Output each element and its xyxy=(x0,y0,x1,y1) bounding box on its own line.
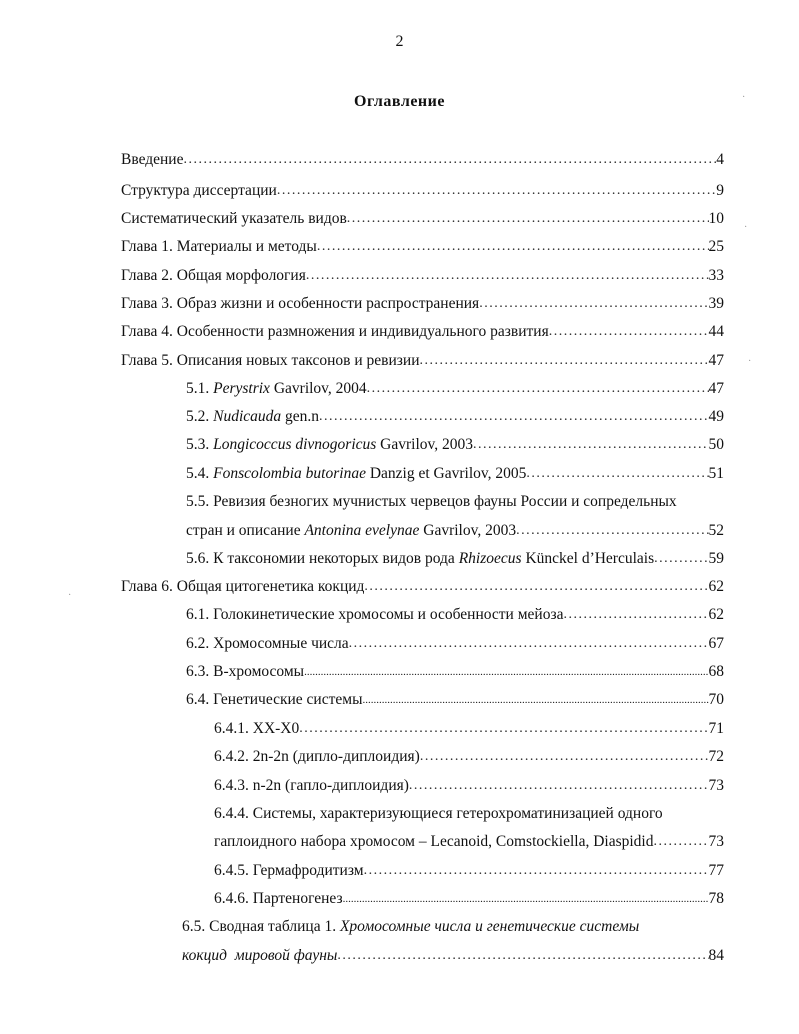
dot-leader xyxy=(473,434,708,456)
dot-leader xyxy=(653,831,708,853)
toc-entry-label: 6.3. В-хромосомы xyxy=(186,663,305,680)
dot-leader xyxy=(367,378,709,400)
toc-entry-page: 25 xyxy=(708,238,724,255)
toc-entry-page: 67 xyxy=(708,635,724,652)
taxon-author: Gavrilov, 2003 xyxy=(419,522,517,539)
toc-entry-6-4-4-line1[interactable]: 6.4.4. Системы, характеризующиеся гетерохроматинизацией одного xyxy=(214,805,663,822)
taxon-author: Danzig et Gavrilov, 2005 xyxy=(365,465,527,482)
toc-entry-6-4-2[interactable] xyxy=(214,746,724,768)
toc-entry-page: 51 xyxy=(708,465,724,482)
toc-entry-6-2[interactable] xyxy=(186,633,724,655)
toc-entry-6-5-line1[interactable] xyxy=(182,916,639,938)
toc-entry-6-1[interactable] xyxy=(186,604,724,626)
toc-entry-page: 77 xyxy=(708,862,724,879)
toc-entry-label: 6.4.5. Гермафродитизм xyxy=(214,862,364,879)
toc-entry-page: 4 xyxy=(716,151,724,168)
taxon-name: Nudicauda xyxy=(213,408,282,425)
toc-entry-page: 44 xyxy=(708,323,724,340)
toc-entry-label: Глава 6. Общая цитогенетика кокцид xyxy=(121,578,365,595)
scan-speck: · xyxy=(742,92,746,103)
toc-entry-page: 47 xyxy=(708,380,724,397)
dot-leader xyxy=(183,149,716,171)
dot-leader xyxy=(343,888,709,910)
label-text: 5.6. К таксономии некоторых видов рода xyxy=(186,550,459,567)
toc-entry-page: 9 xyxy=(716,182,724,199)
toc-entry-label: 6.4.6. Партеногенез xyxy=(214,890,343,907)
dot-leader xyxy=(306,265,709,287)
toc-entry-structure[interactable] xyxy=(121,180,724,202)
section-number: 5.4. xyxy=(186,465,214,482)
toc-entry-page: 47 xyxy=(708,352,724,369)
taxon-author: Künckel d’Herculais xyxy=(521,550,655,567)
toc-entry-6-4[interactable] xyxy=(186,689,724,711)
toc-entry-page: 33 xyxy=(708,267,724,284)
toc-entry-page: 50 xyxy=(708,436,724,453)
taxon-name: Antonina evelynae xyxy=(304,522,420,539)
toc-entry-label: 6.4. Генетические системы xyxy=(186,691,363,708)
toc-entry-6-4-4[interactable] xyxy=(214,831,724,853)
toc-entry-page: 62 xyxy=(708,578,724,595)
label-text: стран и описание xyxy=(186,522,305,539)
dot-leader xyxy=(516,520,708,542)
taxon-author: gen.n xyxy=(281,408,320,425)
table-title: кокцид мировой фауны xyxy=(182,947,338,964)
toc-entry-6-4-3[interactable] xyxy=(214,775,724,797)
toc-entry-5-4[interactable] xyxy=(186,463,724,485)
toc-entry-5-1[interactable] xyxy=(186,378,724,400)
dot-leader xyxy=(526,463,708,485)
toc-entry-page: 78 xyxy=(708,890,724,907)
toc-entry-5-2[interactable] xyxy=(186,406,724,428)
taxon-author: Gavrilov, 2004 xyxy=(269,380,367,397)
toc-entry-page: 73 xyxy=(708,777,724,794)
toc-entry-page: 10 xyxy=(708,210,724,227)
toc-entry-label xyxy=(186,520,516,542)
dot-leader xyxy=(364,576,708,598)
toc-entry-6-3[interactable] xyxy=(186,661,724,683)
toc-entry-6-4-5[interactable] xyxy=(214,860,724,882)
dot-leader xyxy=(563,604,708,626)
toc-entry-label: 6.4.3. n-2n (гапло-диплоидия) xyxy=(214,777,409,794)
dot-leader xyxy=(337,945,708,967)
toc-entry-chapter-4[interactable] xyxy=(121,321,724,343)
toc-entry-label: Глава 3. Образ жизни и особенности распространения xyxy=(121,295,480,312)
toc-entry-page: 62 xyxy=(708,606,724,623)
toc-entry-5-5[interactable] xyxy=(186,520,724,542)
dot-leader xyxy=(277,180,716,202)
dot-leader xyxy=(317,236,709,258)
scan-speck: · xyxy=(68,590,72,601)
toc-entry-label: Глава 5. Описания новых таксонов и ревизии xyxy=(121,352,420,369)
toc-entry-label: Структура диссертации xyxy=(121,182,277,199)
toc-entry-page: 49 xyxy=(708,408,724,425)
dot-leader xyxy=(420,350,709,372)
toc-entry-intro[interactable] xyxy=(121,149,724,171)
dot-leader xyxy=(409,775,709,797)
toc-entry-label xyxy=(186,463,526,485)
dot-leader xyxy=(420,746,709,768)
toc-entry-page: 84 xyxy=(708,947,724,964)
dot-leader xyxy=(364,860,709,882)
taxon-name: Fonscolombia butorinae xyxy=(213,465,366,482)
dot-leader xyxy=(319,406,708,428)
toc-entry-label: Глава 2. Общая морфология xyxy=(121,267,306,284)
scan-speck: · xyxy=(744,222,748,233)
toc-entry-label xyxy=(186,406,319,428)
toc-entry-label: 6.4.1. XX-X0 xyxy=(214,720,300,737)
toc-entry-label xyxy=(186,548,654,570)
toc-entry-5-6[interactable] xyxy=(186,548,724,570)
taxon-name: Longicoccus divnogoricus xyxy=(213,436,377,453)
dot-leader xyxy=(479,293,708,315)
section-number: 5.1. xyxy=(186,380,214,397)
table-title: Хромосомные числа и генетические системы xyxy=(339,918,640,935)
toc-entry-species-index[interactable] xyxy=(121,208,724,230)
toc-entry-label xyxy=(186,378,367,400)
section-number: 5.2. xyxy=(186,408,214,425)
toc-entry-page: 59 xyxy=(708,550,724,567)
toc-entry-label: Введение xyxy=(121,151,184,168)
taxon-name: Perystrix xyxy=(213,380,270,397)
toc-entry-page: 70 xyxy=(708,691,724,708)
dot-leader xyxy=(347,208,709,230)
toc-entry-label: 6.1. Голокинетические хромосомы и особенности мейоза xyxy=(186,606,564,623)
dot-leader xyxy=(304,661,708,683)
toc-entry-label: Систематический указатель видов xyxy=(121,210,347,227)
toc-entry-label xyxy=(182,945,337,967)
dot-leader xyxy=(654,548,708,570)
taxon-author: Gavrilov, 2003 xyxy=(376,436,474,453)
toc-entry-page: 52 xyxy=(708,522,724,539)
dot-leader xyxy=(362,689,708,711)
page-number: 2 xyxy=(395,33,404,50)
label-text: 6.5. Сводная таблица 1. xyxy=(182,918,340,935)
toc-entry-page: 39 xyxy=(708,295,724,312)
toc-entry-label: гаплоидного набора хромосом – Lecanoid, Comstockiella, Diaspidid xyxy=(214,833,654,850)
toc-entry-label xyxy=(186,434,473,456)
toc-entry-5-5-line1[interactable]: 5.5. Ревизия безногих мучнистых червецов фауны России и сопредельных xyxy=(186,493,677,510)
page-title: Оглавление xyxy=(354,93,445,110)
toc-entry-label: 6.4.2. 2n-2n (дипло-диплоидия) xyxy=(214,748,420,765)
toc-entry-chapter-1[interactable] xyxy=(121,236,724,258)
toc-entry-page: 73 xyxy=(708,833,724,850)
toc-entry-chapter-2[interactable] xyxy=(121,265,724,287)
dot-leader xyxy=(349,633,709,655)
toc-entry-label: 6.2. Хромосомные числа xyxy=(186,635,349,652)
toc-entry-page: 72 xyxy=(708,748,724,765)
toc-entry-chapter-3[interactable] xyxy=(121,293,724,315)
scan-speck: · xyxy=(748,356,752,367)
toc-entry-6-4-1[interactable] xyxy=(214,718,724,740)
toc-entry-page: 68 xyxy=(708,663,724,680)
section-number: 5.3. xyxy=(186,436,214,453)
toc-entry-6-5[interactable] xyxy=(182,945,724,967)
toc-entry-5-3[interactable] xyxy=(186,434,724,456)
dot-leader xyxy=(549,321,709,343)
dot-leader xyxy=(299,718,708,740)
toc-entry-page: 71 xyxy=(708,720,724,737)
toc-entry-label: Глава 1. Материалы и методы xyxy=(121,238,317,255)
toc-entry-6-4-6[interactable] xyxy=(214,888,724,910)
toc-entry-label: Глава 4. Особенности размножения и индивидуального развития xyxy=(121,323,549,340)
toc-entry-chapter-5[interactable] xyxy=(121,350,724,372)
toc-entry-chapter-6[interactable] xyxy=(121,576,724,598)
taxon-name: Rhizoecus xyxy=(458,550,522,567)
